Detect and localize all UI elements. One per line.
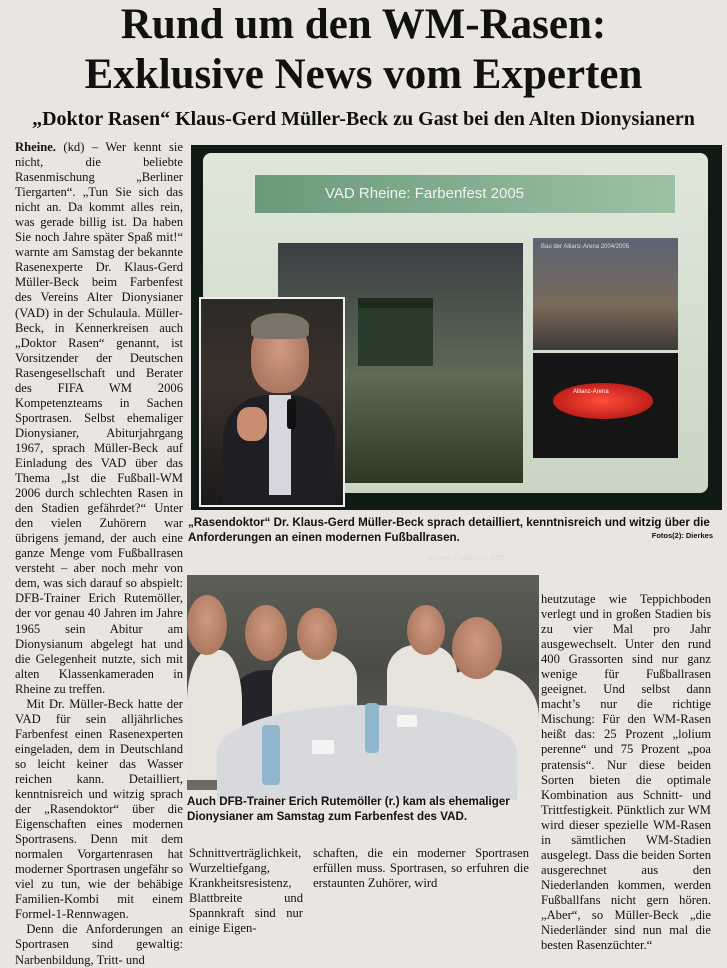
speaker-hand [237, 407, 267, 441]
bottle-shape [365, 703, 379, 753]
cup-shape [397, 715, 417, 727]
slide-image-label: Bau der Allianz-Arena 2004/2005 [541, 244, 630, 250]
slide-title: VAD Rheine: Farbenfest 2005 [255, 175, 675, 213]
person-center-head [297, 608, 337, 660]
cup-shape [312, 740, 334, 754]
slide-image-stadium [533, 353, 678, 458]
bottle-shape [262, 725, 280, 785]
person-edge-head [187, 595, 227, 655]
photo1-caption: „Rasendoktor“ Dr. Klaus-Gerd Müller-Beck sprach detailliert, kenntnisreich und witzig über die Anforderungen an einen modernen Fußballrasen. [188, 516, 710, 544]
meeting-photo [187, 575, 539, 790]
headline-line-1: Rund um den WM-Rasen: [120, 1, 607, 48]
photo-credit: Fotos(2): Dierkes [651, 531, 713, 540]
slide-image-construction [533, 238, 678, 350]
person-right-head [407, 605, 445, 655]
article-paragraph-3: Denn die Anforderungen an Sportrasen sind gewaltig: Narbenbildung, Tritt- und [15, 922, 183, 967]
article-column-right [541, 592, 711, 953]
dateline: Rheine. [15, 140, 56, 154]
slide-footer: Rheine, Farbenfest 2005 [428, 555, 506, 562]
stadium-label: Allianz-Arena [573, 389, 609, 395]
person-left-head [245, 605, 287, 661]
photo2-caption: Auch DFB-Trainer Erich Rutemöller (r.) kam als ehemaliger Dionysianer am Samstag zum Farbenfest des VAD. [187, 795, 510, 823]
article-column-2-bottom [189, 846, 303, 936]
rutemoeller-head [452, 617, 502, 679]
speaker-hair [251, 313, 309, 339]
article-text-block: heutzutage wie Teppichboden verlegt und in großen Stadien bis zu vier Mal pro Jahr ausgewechselt. Unter den rund 400 Grassorten sind nur ganz wenige für Fußballrasen geeignet. Und selbst dann macht’s nur die richtige Mischung: Für den WM-Rasen heißt das: 25 Prozent „lolium perenne“ und 75 Prozent „poa pratensis“. Nur diese beiden Sorten bieten die optimale Kombination aus Schnitt- und Trittfestigkeit. Pünktlich zur WM wird dieser spezielle WM-Rasen in sämtlichen WM-Stadien ausgelegt. Dass die beiden Sorten ausgerechnet aus den Niederlanden kommen, werden Fußballfans nicht gern hören. „Aber“, so Müller-Beck „die Niederländer sind nun mal die besten Rasenzüchter.“ [541, 592, 711, 953]
article-text-block: schaften, die ein moderner Sportrasen erfüllen muss. Sportrasen, so erfuhren die erstaunten Zuhörer, wird [313, 846, 529, 891]
headline-line-2: Exklusive News vom Experten [84, 51, 643, 98]
article-column-1 [15, 140, 183, 967]
article-column-3-bottom [313, 846, 529, 904]
article-paragraph-2: Mit Dr. Müller-Beck hatte der VAD für sein alljährliches Farbenfest einen Rasenexperten eingeladen, dem in Deutschland so leicht keiner das Wasser reichen kann. Detailliert, kenntnisreich und witzig sprach der „Rasendoktor“ über die Eigenschaften eines modernen Sportrasens. Denn mit dem normalen Vorgartenrasen hat moderner Sportrasen ungefähr so viel zu tun, wie der behäbige Familien-Kombi mit einem Formel-1-Rennwagen. [15, 696, 183, 922]
microphone-icon [287, 399, 296, 429]
article-text-block: Schnittverträglichkeit, Wurzeltiefgang, Krankheitsresistenz, Blattbreite und Spannkraft sind nur einige Eigen- [189, 846, 303, 936]
article-paragraph-1: Rheine. (kd) – Wer kennt sie nicht, die beliebte Rasenmischung „Berliner Tiergarten“. „Tun Sie sich das nicht an. Da kommt alles rein, was gerade billig ist. Da haben Sie noch Jahre später Spaß mit!“ warnte am Samstag der bekannte Rasenexperte Dr. Klaus-Gerd Müller-Beck beim Farbenfest des Vereins Alter Dionysianer (VAD) in der Schulaula. Müller-Beck, in Kennerkreisen auch „Doktor Rasen“ genannt, ist Vorsitzender der Deutschen Rasengesellschaft und Berater des FIFA WM 2006 Kompetenzteams in Sachen Sportrasen. Selbst ehemaliger Dionysianer, Abiturjahrgang 1967, sprach Müller-Beck auf Einladung des VAD über das Thema „Ist die Fußball-WM 2006 durch schlechten Rasen in den Stadien gefährdet?“ Unter den vielen Zuhörern war übrigens jemand, der auch eine ganze Menge vom Fußballrasen versteht – aber noch mehr von dem, was sich darauf so abspielt: DFB-Trainer Erich Rutemöller, der vor genau 40 Jahren im Jahre 1965 sein Abitur am Dionysianum abgelegt hat und die Gelegenheit nutzte, sich mit alten Klassenkameraden in Rheine zu treffen. [15, 140, 183, 696]
subheadline: „Doktor Rasen“ Klaus-Gerd Müller-Beck zu Gast bei den Alten Dionysianern [32, 108, 695, 130]
speaker-inset [199, 297, 345, 507]
tractor-shape [358, 298, 433, 366]
